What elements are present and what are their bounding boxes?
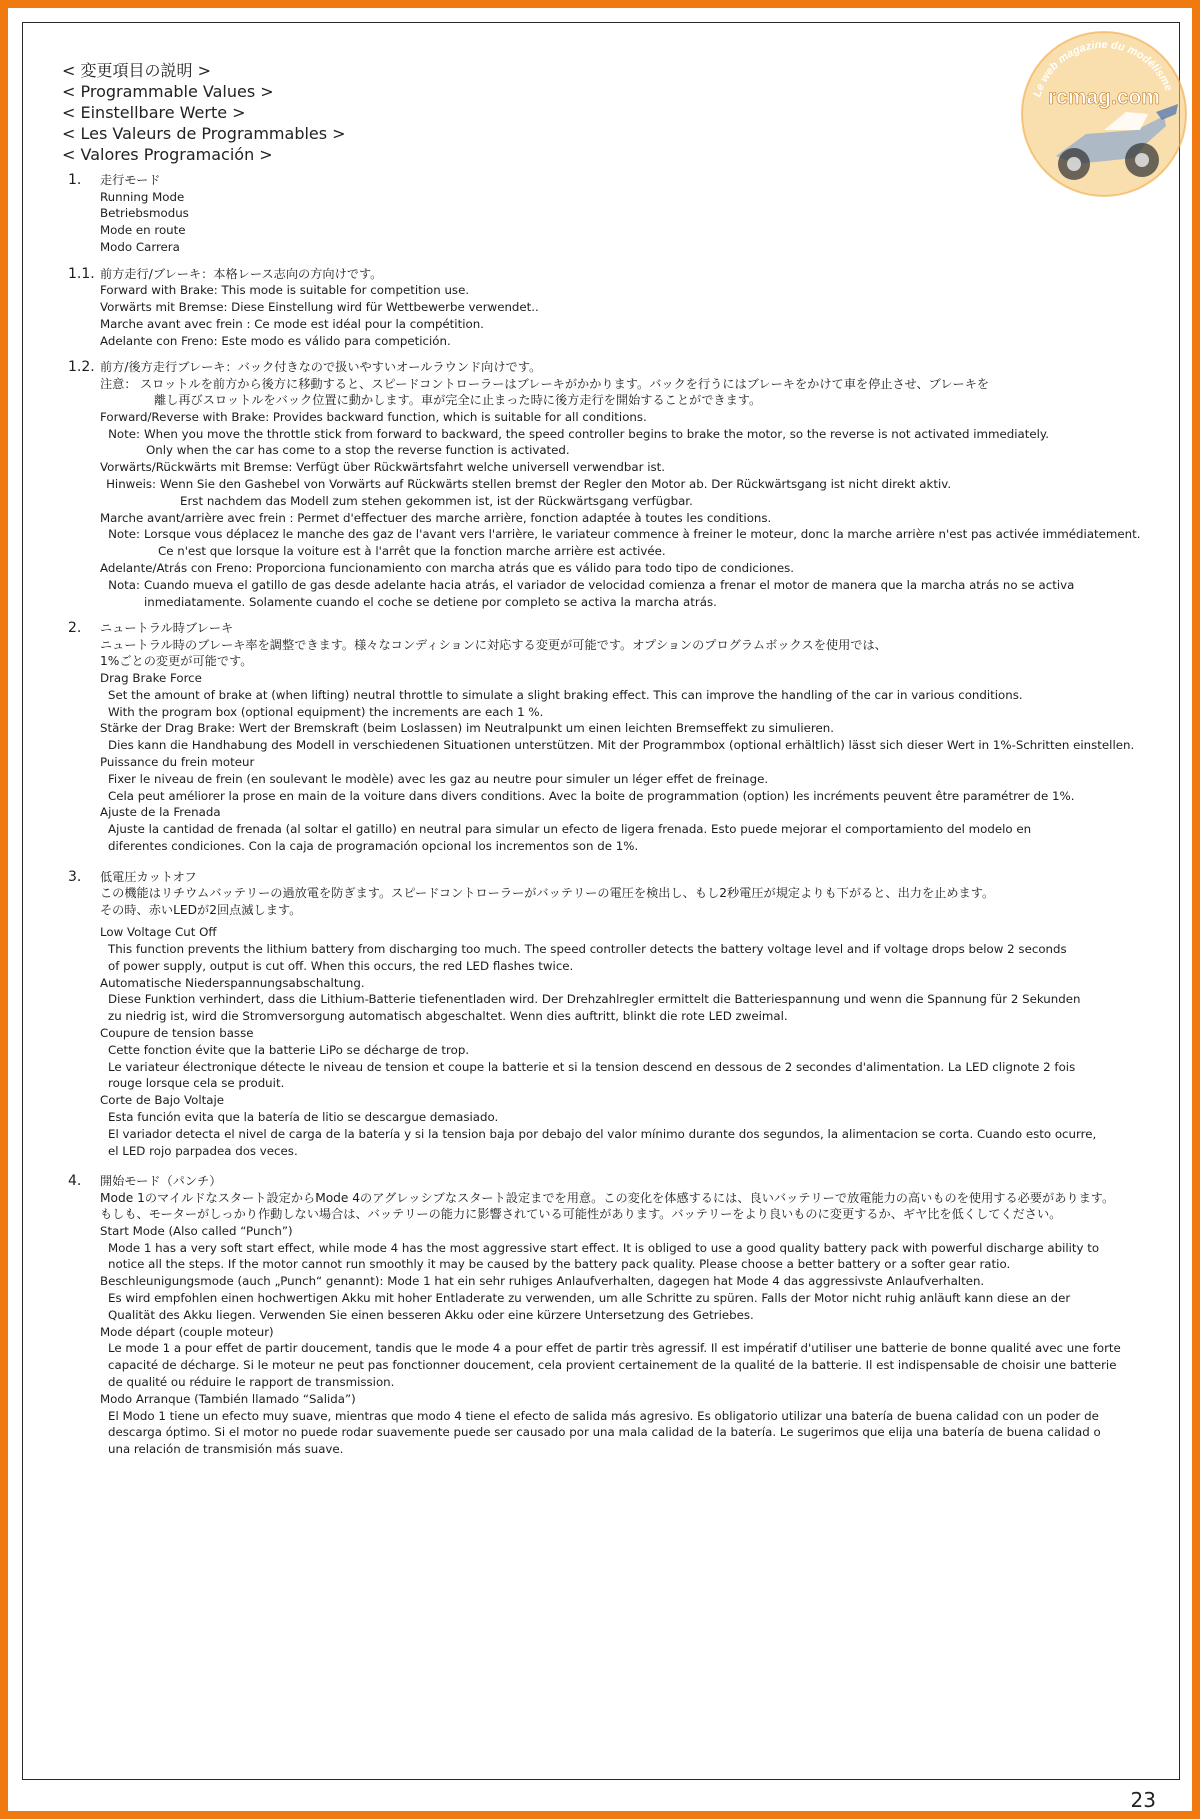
text-fr-title: Puissance du frein moteur	[100, 754, 255, 769]
watermark-site: rcmag.com	[1047, 86, 1161, 109]
note-fr	[100, 526, 1178, 560]
text-en: Set the amount of brake at (when lifting) neutral throttle to simulate a slight braking effect. This can improve the handling of the car in various conditions.	[108, 687, 1023, 702]
text-jp-title: ニュートラル時ブレーキ	[100, 621, 234, 636]
section-forward-brake	[68, 266, 1178, 350]
title-japanese: < 変更項目の説明 >	[62, 61, 211, 80]
note-label: Hinweis:	[106, 477, 156, 492]
text-es: diferentes condiciones. Con la caja de programación opcional los incrementos son de 1%.	[108, 838, 639, 853]
note-line: Erst nachdem das Modell zum stehen gekommen ist, ist der Rückwärtsgang verfügbar.	[180, 493, 693, 508]
section-title-de: Betriebsmodus	[100, 206, 189, 221]
text-es: Ajuste la cantidad de frenada (al soltar el gatillo) en neutral para simular un efecto de ligera frenada. Esto puede mejorar el comportamiento del modelo en	[108, 822, 1032, 837]
title-french: < Les Valeurs de Programmables >	[62, 124, 346, 143]
section-number: 1.	[68, 172, 82, 188]
text-en-title: Forward/Reverse with Brake: Provides backward function, which is suitable for all conditions.	[100, 409, 647, 424]
section-number: 3.	[68, 868, 82, 885]
title-german: < Einstellbare Werte >	[62, 103, 246, 122]
note-de	[100, 476, 1178, 510]
text-jp: この機能はリチウムバッテリーの過放電を防ぎます。スピードコントローラーがバッテリーの電圧を検出し、もし2秒電圧が規定よりも下がると、出力を止めます。	[100, 886, 995, 901]
section-number: 2.	[68, 620, 82, 637]
text-jp: その時、赤いLEDが2回点滅します。	[100, 902, 302, 917]
text-de-title: Vorwärts/Rückwärts mit Bremse: Verfügt über Rückwärtsfahrt welche universell verwendbar ist.	[100, 460, 665, 475]
note-en	[100, 426, 1178, 460]
note-line: 離し再びスロットルをバック位置に動かします。車が完全に止まった時に後方走行を開始することができます。	[154, 393, 762, 408]
note-line: Cuando mueva el gatillo de gas desde adelante hacia atrás, el variador de velocidad comienza a frenar el motor de manera que la marcha atrás no se activa	[144, 577, 1075, 592]
text-fr-title: Coupure de tension basse	[100, 1025, 254, 1040]
text-jp: Mode 1のマイルドなスタート設定からMode 4のアグレッシブなスタート設定までを用意。この変化を体感するには、良いバッテリーで放電能力の高いものを使用する必要があります。	[100, 1190, 1115, 1205]
text-jp-title: 開始モード（パンチ）	[100, 1174, 222, 1189]
section-title-jp: 走行モード	[100, 173, 161, 187]
note-es	[100, 577, 1178, 611]
document-body	[68, 172, 1178, 1458]
note-line: Wenn Sie den Gashebel von Vorwärts auf Rückwärts stellen bremst der Regler den Motor ab. Der Rückwärtsgang ist nicht direkt aktiv.	[160, 477, 952, 492]
text-en: This function prevents the lithium battery from discharging too much. The speed controller detects the battery voltage level and if voltage drops below 2 seconds	[108, 942, 1067, 956]
text-es: Adelante con Freno: Este modo es válido para competición.	[100, 333, 451, 348]
text-es: El variador detecta el nivel de carga de la batería y si la tension baja por debajo del valor mínimo durante dos segundos, la alimentacion se corta. Cuando esto ocurre,	[108, 1126, 1097, 1141]
title-english: < Programmable Values >	[62, 82, 274, 101]
text-es-title: Corte de Bajo Voltaje	[100, 1093, 225, 1108]
text-en-title: Start Mode (Also called “Punch”)	[100, 1223, 293, 1238]
text-fr: Fixer le niveau de frein (en soulevant le modèle) avec les gaz au neutre pour simuler un léger effet de freinage.	[108, 771, 769, 786]
text-es-title: Modo Arranque (También llamado “Salida”)	[100, 1391, 356, 1406]
section-drag-brake	[68, 620, 1178, 854]
text-fr: de qualité ou réduire le rapport de transmission.	[108, 1375, 395, 1390]
text-en: of power supply, output is cut off. When this occurs, the red LED flashes twice.	[108, 958, 574, 973]
section-title-fr: Mode en route	[100, 223, 186, 238]
text-de: Diese Funktion verhindert, dass die Lithium-Batterie tiefenentladen wird. Der Drehzahlregler ermittelt die Batteriespannung und wenn die Spannung für 2 Sekunden	[108, 992, 1081, 1007]
section-running-mode	[68, 172, 1178, 256]
text-es-title: Adelante/Atrás con Freno: Proporciona funcionamiento con marcha atrás que es válido para todo tipo de condiciones.	[100, 561, 794, 576]
note-label: 注意：	[100, 376, 137, 391]
note-line: Lorsque vous déplacez le manche des gaz de l'avant vers l'arrière, le variateur commence à freiner le moteur, donc la marche arrière n'est pas activée immédiatement.	[144, 527, 1141, 542]
text-de-title: Stärke der Drag Brake: Wert der Bremskraft (beim Loslassen) im Neutralpunkt um einen leichten Bremseffekt zu simulieren.	[100, 721, 834, 736]
text-de: Qualität des Akku liegen. Verwenden Sie einen besseren Akku oder eine kürzere Untersetzung des Getriebes.	[108, 1307, 754, 1322]
section-title-en: Running Mode	[100, 189, 185, 204]
text-es: descarga óptimo. Si el motor no puede rodar suavemente puede ser causado por una mala calidad de la batería. Le sugerimos que elija una batería de buena calidad o	[108, 1425, 1101, 1440]
text-fr: Cette fonction évite que la batterie LiPo se décharge de trop.	[108, 1042, 470, 1057]
text-fr: Marche avant avec frein : Ce mode est idéal pour la compétition.	[100, 316, 484, 331]
text-es: El Modo 1 tiene un efecto muy suave, mientras que modo 4 tiene el efecto de salida más agresivo. Es obligatorio utilizar una batería de buena calidad con un poder de	[108, 1408, 1099, 1423]
text-jp: もしも、モーターがしっかり作動しない場合は、バッテリーの能力に影響されている可能性があります。バッテリーをより良いものに変更するか、ギヤ比を低くしてください。	[100, 1207, 1062, 1222]
page-number: 23	[1130, 1788, 1156, 1812]
section-number: 4.	[68, 1173, 82, 1190]
note-line: inmediatamente. Solamente cuando el coche se detiene por completo se activa la marcha atrás.	[144, 594, 717, 609]
text-fr: Le mode 1 a pour effet de partir doucement, tandis que le mode 4 a pour effet de partir très agressif. Il est impératif d'utiliser une batterie de bonne qualité avec une forte	[108, 1341, 1121, 1356]
note-line: Ce n'est que lorsque la voiture est à l'arrêt que la fonction marche arrière est activée.	[158, 544, 666, 559]
text-jp-title: 前方/後方走行ブレーキ：バック付きなので扱いやすいオールラウンド向けです。	[100, 360, 542, 375]
note-jp	[100, 376, 1178, 409]
text-fr: Le variateur électronique détecte le niveau de tension et coupe la batterie et si la tension descend en dessous de 2 secondes d'alimentation. La LED clignote 2 fois	[108, 1059, 1076, 1074]
note-label: Nota:	[108, 577, 140, 592]
text-fr-title: Marche avant/arrière avec frein : Permet d'effectuer des marche arrière, fonction adaptée à toutes les conditions.	[100, 510, 772, 525]
text-de: Dies kann die Handhabung des Modell in verschiedenen Situationen unterstützen. Mit der Programmbox (optional erhältlich) lässt sich dieser Wert in 1%-Schritten einstellen.	[108, 738, 1135, 753]
watermark-tagline: Le web magazine du modélisme	[1031, 38, 1175, 99]
note-label: Note:	[108, 426, 140, 441]
text-de-title: Beschleunigungsmode (auch „Punch“ genannt): Mode 1 hat ein sehr ruhiges Anlaufverhalten, dagegen hat Mode 4 das aggressivste Anlaufverhalten.	[100, 1274, 985, 1289]
note-line: スロットルを前方から後方に移動すると、スピードコントローラーはブレーキがかかります。バックを行うにはブレーキをかけて車を停止させ、ブレーキを	[140, 376, 990, 391]
text-en: notice all the steps. If the motor cannot run smoothly it may be caused by the battery pack quality. Please choose a better battery or a softer gear ratio.	[108, 1257, 1011, 1272]
section-number: 1.2.	[68, 359, 95, 376]
title-spanish: < Valores Programación >	[62, 145, 273, 164]
text-es: una relación de transmisión más suave.	[108, 1442, 344, 1457]
text-en-title: Drag Brake Force	[100, 670, 202, 685]
text-es-title: Ajuste de la Frenada	[100, 805, 221, 820]
section-start-mode	[68, 1173, 1178, 1458]
text-es: Esta función evita que la batería de litio se descargue demasiado.	[108, 1109, 499, 1124]
note-line: Only when the car has come to a stop the reverse function is activated.	[146, 443, 570, 458]
note-line: When you move the throttle stick from forward to backward, the speed controller begins to brake the motor, so the reverse is not activated immediately.	[144, 426, 1049, 441]
text-en: With the program box (optional equipment) the increments are each 1 %.	[108, 704, 544, 719]
section-title-es: Modo Carrera	[100, 239, 180, 254]
text-de: Vorwärts mit Bremse: Diese Einstellung wird für Wettbewerbe verwendet..	[100, 299, 539, 314]
section-forward-reverse-brake	[68, 359, 1178, 610]
text-de: Es wird empfohlen einen hochwertigen Akku mit hoher Entladerate zu verwenden, um alle Schritte zu spüren. Falls der Motor nicht ruhig anläuft kann diese an der	[108, 1291, 1071, 1306]
text-de: zu niedrig ist, wird die Stromversorgung automatisch abgeschaltet. Wenn dies auftritt, blinkt die rote LED zweimal.	[108, 1009, 788, 1024]
text-en: Forward with Brake: This mode is suitable for competition use.	[100, 283, 470, 298]
section-number: 1.1.	[68, 265, 95, 282]
note-label: Note:	[108, 527, 140, 542]
text-jp-title: 低電圧カットオフ	[100, 869, 197, 884]
text-jp: 1%ごとの変更が可能です。	[100, 654, 253, 669]
section-low-voltage-cutoff	[68, 869, 1178, 1160]
text-en: Mode 1 has a very soft start effect, while mode 4 has the most aggressive start effect. It is obliged to use a good quality battery pack with powerful discharge ability to	[108, 1240, 1100, 1255]
text-fr: capacité de décharge. Si le moteur ne peut pas fonctionner doucement, cela provient certainement de la qualité de la batterie. Il est indispensable de choisir une batterie	[108, 1358, 1117, 1373]
text-de-title: Automatische Niederspannungsabschaltung.	[100, 975, 365, 990]
text-fr: Cela peut améliorer la prose en main de la voiture dans divers conditions. Avec la boite de programmation (option) les incréments peuvent être paramétrer de 1%.	[108, 788, 1075, 803]
text-fr-title: Mode départ (couple moteur)	[100, 1324, 274, 1339]
text-es: el LED rojo parpadea dos veces.	[108, 1143, 298, 1158]
text-fr: rouge lorsque cela se produit.	[108, 1076, 285, 1091]
text-jp: ニュートラル時のブレーキ率を調整できます。様々なコンディションに対応する変更が可能です。オプションのプログラムボックスを使用では、	[100, 637, 887, 652]
heading-block	[62, 60, 346, 165]
text-jp: 前方走行/ブレーキ：本格レース志向の方向けです。	[100, 266, 383, 281]
text-en-title: Low Voltage Cut Off	[100, 925, 217, 940]
